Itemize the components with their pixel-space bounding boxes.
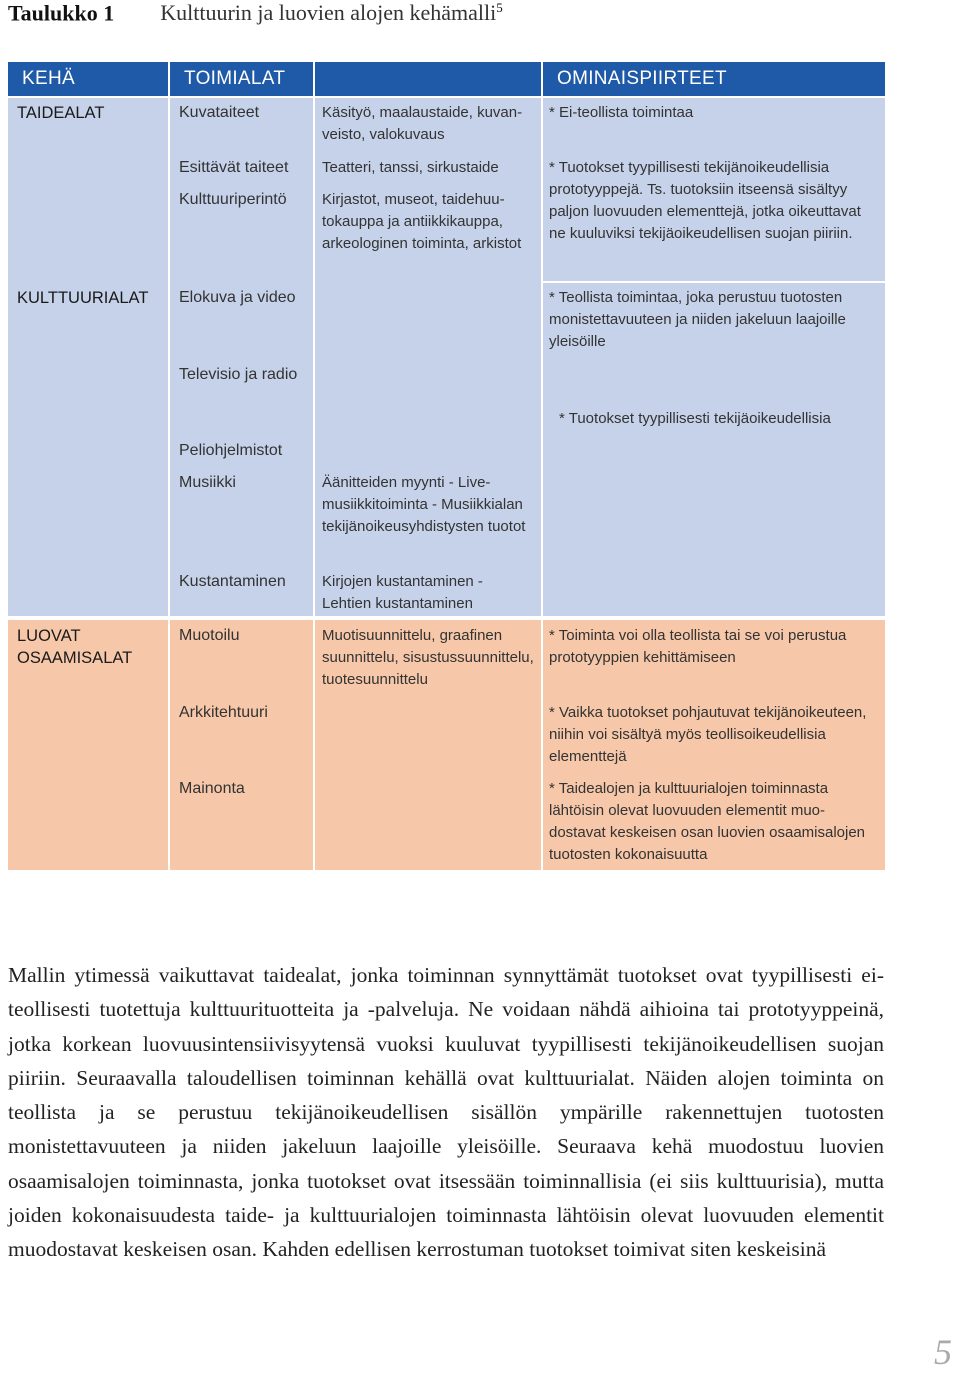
caption-footnote: 5 xyxy=(496,0,503,15)
sub-kulttuuriperinto: Kirjastot, museot, taidehuutokauppa ja antiikkikauppa, arkeologinen toiminta, arkistot xyxy=(322,191,522,252)
header-keha: KEHÄ xyxy=(8,62,168,96)
industry-mainonta: Mainonta xyxy=(179,780,245,797)
feature-prototyypit: * Tuotokset tyypillisesti tekijänoikeudellisia prototyyppejä. Ts. tuotoksiin itseensä sisältyy paljon luovuuden elementtejä, jotka oikeuttavat ne kuuluviksi tekijäoikeudellisen suojan piiriin. xyxy=(549,159,861,242)
ring-taidealat: TAIDEALAT xyxy=(17,104,105,122)
header-ominaispiirteet: OMINAISPIIRTEET xyxy=(543,62,885,96)
body-paragraph: Mallin ytimessä vaikuttavat taidealat, jonka toiminnan synnyttämät tuotokset ovat tyypillisesti ei-teollisesti tuotettuja kulttuurituotteita ja -palveluja. Ne voidaan nähdä aihioina tai prototyyppeinä, jotka korkean luovuusintensiivisyytensä vuoksi kuuluvat tyypillisesti tekijänoikeudellisen suojan piiriin. Seuraavalla taloudellisen toiminnan kehällä ovat kulttuurialat. Näiden alojen toiminta on teollista ja se perustuu tekijänoikeudellisen sisällön ympärille rakennettujen tuotosten monistettavuuteen ja niiden jakeluun laajoille yleisöille. Seuraava kehä muodostuu luovien osaamisalojen toiminnasta, jonka tuotokset ovat itsessään toiminnallisia (ei siis kulttuurisia), mutta joiden kokonaisuudesta taide- ja kulttuurialojen toiminnasta lähtöisin olevat luovuuden elementit muodostavat keskeisen osan. Kahden edellisen kerrostuman tuotokset toimivat siten keskeisinä xyxy=(8,963,884,1262)
feature-ei-teollista: * Ei-teollista toimintaa xyxy=(549,104,694,121)
industry-televisio: Televisio ja radio xyxy=(179,366,298,383)
industry-peach-bg xyxy=(170,620,313,870)
industry-muotoilu: Muotoilu xyxy=(179,627,240,644)
sub-esittavat: Teatteri, tanssi, sirkustaide xyxy=(322,159,499,176)
feature-toiminta-voi: * Toiminta voi olla teollista tai se voi perustua prototyyppien kehittämiseen xyxy=(549,627,847,666)
feature-tekijaoikeudellisia: * Tuotokset tyypillisesti tekijäoikeudellisia xyxy=(559,410,831,427)
feature-taidealojen: * Taidealojen ja kulttuurialojen toiminnasta lähtöisin olevat luovuuden elementit muodostavat keskeisen osan luovien osaamisalojen tuotosten kokonaisuutta xyxy=(549,780,866,863)
industry-kustantaminen: Kustantaminen xyxy=(179,573,286,590)
header-toimialat: TOIMIALAT xyxy=(170,62,313,96)
industry-arkkitehtuuri: Arkkitehtuuri xyxy=(179,704,268,721)
ring-luovat-osaamisalat: LUOVAT OSAAMISALAT xyxy=(17,627,133,667)
feature-vaikka: * Vaikka tuotokset pohjautuvat tekijänoikeuteen, niihin voi sisältyä myös teollisoikeudellisia elementtejä xyxy=(549,704,867,765)
sub-kuvataiteet: Käsityö, maalaustaide, kuvanveisto, valokuvaus xyxy=(322,104,523,143)
header-spacer xyxy=(315,62,541,96)
industry-elokuva: Elokuva ja video xyxy=(179,289,296,306)
ring-blue-bg xyxy=(8,98,168,616)
table-caption xyxy=(8,0,503,26)
industry-musiikki: Musiikki xyxy=(179,474,236,491)
caption-label: Taulukko 1 xyxy=(8,0,115,26)
feature-teollista: * Teollista toimintaa, joka perustuu tuotosten monistettavuuteen ja niiden jakeluun laajoille yleisöille xyxy=(549,289,846,350)
sub-muotoilu: Muotisuunnittelu, graafinen suunnittelu, sisustussuunnittelu, tuotesuunnittelu xyxy=(322,627,534,688)
sub-musiikki: Äänitteiden myynti - Livemusiikkitoiminta - Musiikkialan tekijänoikeusyhdistysten tuotot xyxy=(322,474,526,535)
industry-esittavat-taiteet: Esittävät taiteet xyxy=(179,159,289,176)
industry-kulttuuriperinto: Kulttuuriperintö xyxy=(179,191,287,208)
ring-kulttuurialat: KULTTUURIALAT xyxy=(17,289,149,307)
sub-kustantaminen: Kirjojen kustantaminen - Lehtien kustantaminen xyxy=(322,573,483,612)
caption-title: Kulttuurin ja luovien alojen kehämalli xyxy=(160,0,497,26)
industry-peliohjelmistot: Peliohjelmistot xyxy=(179,442,283,459)
industry-kuvataiteet: Kuvataiteet xyxy=(179,104,260,121)
page-number: 5 xyxy=(934,1332,952,1372)
